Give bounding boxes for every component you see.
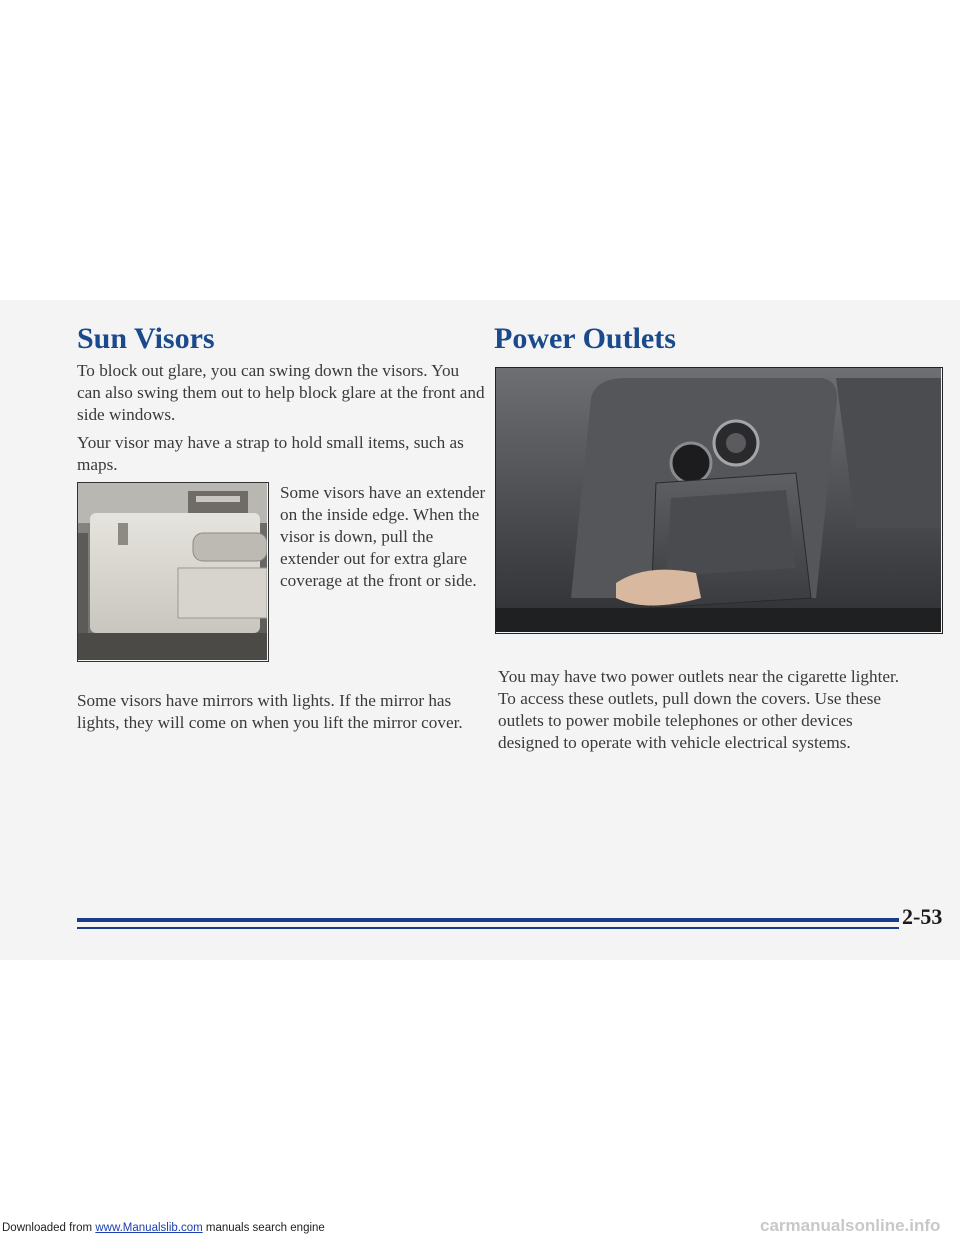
power-outlets-photo (495, 367, 943, 634)
footer-rule-thick (77, 918, 899, 922)
sun-visors-heading: Sun Visors (77, 322, 215, 355)
manualslib-link[interactable]: www.Manualslib.com (95, 1222, 203, 1234)
sun-visors-paragraph-2: Your visor may have a strap to hold small items, such as maps. (77, 433, 464, 474)
page-number: 2-53 (902, 904, 943, 929)
sun-visors-paragraph-1: To block out glare, you can swing down the visors. You can also swing them out to help block glare at the front and side windows. (77, 361, 485, 424)
sun-visors-paragraph-4: Some visors have mirrors with lights. If the mirror has lights, they will come on when you lift the mirror cover. (77, 691, 463, 732)
footer-suffix: manuals search engine (202, 1222, 325, 1234)
footer-rule-thin (77, 927, 899, 929)
watermark-text: carmanualsonline.info (760, 1216, 941, 1235)
download-footer (2, 1222, 325, 1234)
power-outlets-paragraph: You may have two power outlets near the cigarette lighter. To access these outlets, pull down the covers. Use these outlets to power mobile telephones or other devices designed to operate with vehicle electrical systems. (498, 667, 900, 752)
footer-prefix: Downloaded from (2, 1222, 96, 1234)
power-outlets-heading: Power Outlets (494, 322, 676, 355)
sun-visors-paragraph-3: Some visors have an extender on the inside edge. When the visor is down, pull the extender out for extra glare coverage at the front or side. (280, 483, 486, 590)
sun-visor-photo (77, 482, 269, 662)
